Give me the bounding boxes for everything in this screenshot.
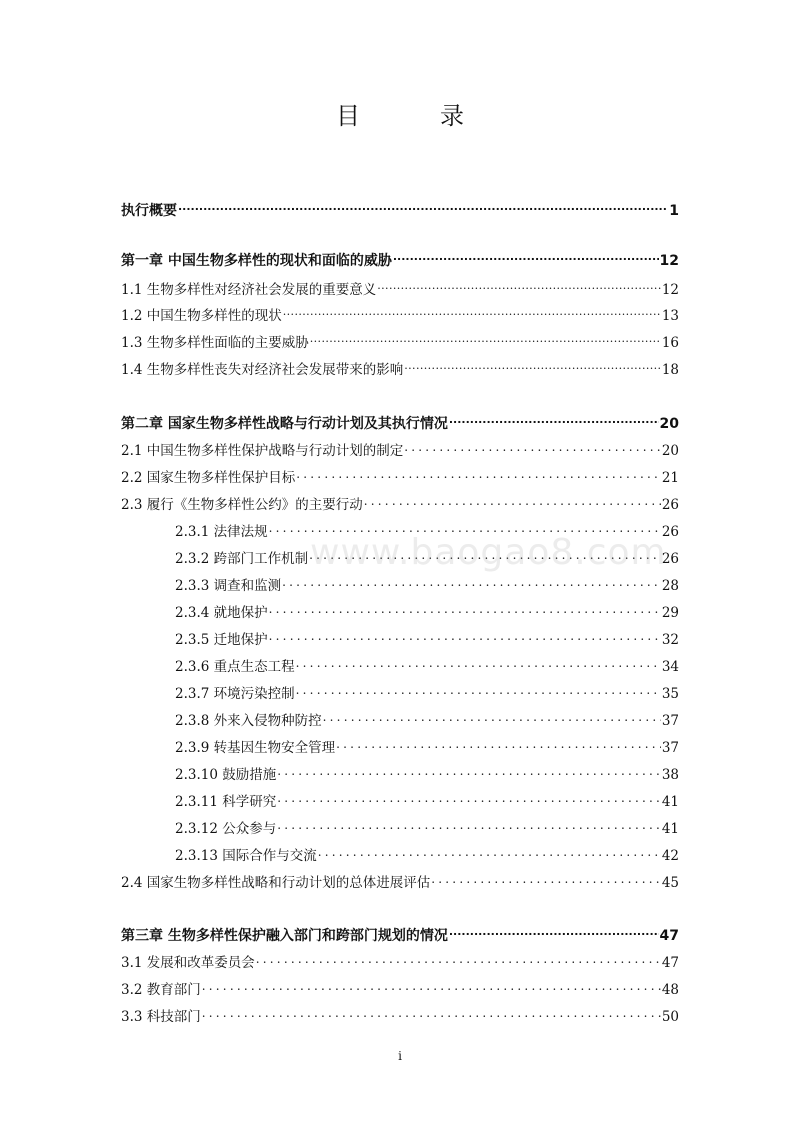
dot-leader	[318, 838, 661, 860]
toc-entry-2-3-13[interactable]	[175, 838, 679, 864]
dot-leader	[310, 325, 661, 347]
dot-leader	[449, 406, 659, 428]
toc-entry-label: 第三章 生物多样性保护融入部门和跨部门规划的情况	[121, 928, 448, 944]
toc-entry-label: 1.1 生物多样性对经济社会发展的重要意义	[121, 282, 377, 298]
toc-entry-label: 2.1 中国生物多样性保护战略与行动计划的制定	[121, 443, 404, 459]
toc-entry-page: 21	[661, 470, 679, 486]
toc-entry-label: 第一章 中国生物多样性的现状和面临的威胁	[121, 253, 392, 269]
toc-entry-page: 48	[661, 982, 679, 998]
toc-entry-label: 2.3.6 重点生态工程	[175, 659, 295, 675]
toc-entry-label: 2.3.2 跨部门工作机制	[175, 551, 309, 567]
toc-entry-3-3[interactable]	[121, 999, 679, 1025]
dot-leader	[431, 865, 661, 887]
toc-entry-label: 3.3 科技部门	[121, 1009, 201, 1025]
toc-entry-2-3-6[interactable]	[175, 649, 679, 675]
toc-entry-label: 第二章 国家生物多样性战略与行动计划及其执行情况	[121, 416, 448, 432]
toc-entry-2-1[interactable]	[121, 433, 679, 459]
toc-entry-executive-summary[interactable]	[121, 193, 679, 219]
dot-leader	[404, 352, 661, 374]
toc-entry-label: 1.3 生物多样性面临的主要威胁	[121, 335, 309, 351]
dot-leader	[364, 487, 661, 509]
toc-entry-2-3-7[interactable]	[175, 676, 679, 702]
toc-entry-1-4[interactable]	[121, 352, 679, 378]
dot-leader	[269, 595, 661, 617]
toc-entry-page: 50	[661, 1009, 679, 1025]
toc-entry-label: 2.2 国家生物多样性保护目标	[121, 470, 296, 486]
toc-entry-page: 41	[661, 821, 679, 837]
toc-entry-1-2[interactable]	[121, 298, 679, 324]
toc-entry-page: 38	[661, 767, 679, 783]
toc-title: 目 录	[336, 102, 492, 130]
toc-entry-2-3-10[interactable]	[175, 757, 679, 783]
toc-entry-2-4[interactable]	[121, 865, 679, 891]
dot-leader	[178, 193, 668, 215]
toc-entry-page: 26	[661, 497, 679, 513]
toc-entry-page: 37	[661, 713, 679, 729]
toc-entry-label: 2.3.4 就地保护	[175, 605, 268, 621]
toc-entry-page: 45	[661, 875, 679, 891]
toc-entry-page: 28	[661, 578, 679, 594]
dot-leader	[336, 730, 661, 752]
dot-leader	[377, 272, 661, 294]
toc-entry-2-3-11[interactable]	[175, 784, 679, 810]
toc-entry-page: 13	[661, 308, 679, 324]
toc-entry-label: 3.2 教育部门	[121, 982, 201, 998]
toc-entry-label: 2.3.5 迁地保护	[175, 632, 268, 648]
toc-entry-label: 1.4 生物多样性丧失对经济社会发展带来的影响	[121, 362, 404, 378]
dot-leader	[202, 999, 661, 1021]
toc-entry-page: 18	[661, 362, 679, 378]
dot-leader	[277, 784, 661, 806]
toc-entry-1-3[interactable]	[121, 325, 679, 351]
dot-leader	[269, 622, 661, 644]
toc-entry-label: 3.1 发展和改革委员会	[121, 955, 255, 971]
toc-entry-2-3[interactable]	[121, 487, 679, 513]
toc-entry-label: 2.4 国家生物多样性战略和行动计划的总体进展评估	[121, 875, 431, 891]
toc-entry-page: 37	[661, 740, 679, 756]
toc-entry-page: 26	[661, 551, 679, 567]
dot-leader	[323, 703, 661, 725]
toc-entry-label: 2.3.8 外来入侵物种防控	[175, 713, 322, 729]
toc-entry-2-3-5[interactable]	[175, 622, 679, 648]
watermark: www.baogao8.com	[310, 532, 667, 573]
toc-entry-label: 2.3 履行《生物多样性公约》的主要行动	[121, 497, 363, 513]
dot-leader	[449, 918, 659, 940]
toc-entry-label: 2.3.7 环境污染控制	[175, 686, 295, 702]
toc-entry-label: 执行概要	[121, 203, 177, 219]
toc-entry-page: 26	[661, 524, 679, 540]
toc-entry-label: 2.3.10 鼓励措施	[175, 767, 277, 783]
toc-entry-2-3-8[interactable]	[175, 703, 679, 729]
toc-entry-page: 47	[659, 928, 679, 944]
toc-entry-label: 2.3.3 调查和监测	[175, 578, 282, 594]
toc-entry-3-1[interactable]	[121, 945, 679, 971]
toc-entry-2-3-4[interactable]	[175, 595, 679, 621]
toc-entry-page: 12	[659, 253, 679, 269]
dot-leader	[277, 757, 661, 779]
toc-entry-label: 1.2 中国生物多样性的现状	[121, 308, 282, 324]
toc-entry-1-1[interactable]	[121, 272, 679, 298]
toc-entry-page: 42	[661, 848, 679, 864]
toc-entry-page: 32	[661, 632, 679, 648]
toc-entry-2-3-9[interactable]	[175, 730, 679, 756]
toc-entry-page: 34	[661, 659, 679, 675]
dot-leader	[296, 460, 661, 482]
toc-entry-page: 41	[661, 794, 679, 810]
toc-entry-label: 2.3.12 公众参与	[175, 821, 277, 837]
dot-leader	[277, 811, 661, 833]
dot-leader	[283, 298, 661, 320]
toc-entry-chapter-3[interactable]	[121, 918, 679, 944]
toc-entry-2-2[interactable]	[121, 460, 679, 486]
toc-entry-page: 29	[661, 605, 679, 621]
dot-leader	[296, 676, 661, 698]
toc-entry-label: 2.3.1 法律法规	[175, 524, 268, 540]
toc-entry-page: 16	[661, 335, 679, 351]
dot-leader	[202, 972, 661, 994]
toc-entry-chapter-1[interactable]	[121, 243, 679, 269]
toc-entry-2-3-12[interactable]	[175, 811, 679, 837]
dot-leader	[256, 945, 661, 967]
toc-entry-label: 2.3.11 科学研究	[175, 794, 277, 810]
toc-entry-page: 20	[661, 443, 679, 459]
toc-entry-page: 20	[659, 416, 679, 432]
dot-leader	[296, 649, 661, 671]
toc-entry-label: 2.3.9 转基因生物安全管理	[175, 740, 336, 756]
toc-entry-page: 35	[661, 686, 679, 702]
page-number: i	[398, 1049, 402, 1063]
toc-entry-chapter-2[interactable]	[121, 406, 679, 432]
toc-entry-page: 1	[669, 203, 679, 219]
toc-entry-page: 47	[661, 955, 679, 971]
toc-entry-label: 2.3.13 国际合作与交流	[175, 848, 317, 864]
dot-leader	[393, 243, 659, 265]
dot-leader	[404, 433, 661, 455]
toc-entry-3-2[interactable]	[121, 972, 679, 998]
toc-entry-page: 12	[661, 282, 679, 298]
